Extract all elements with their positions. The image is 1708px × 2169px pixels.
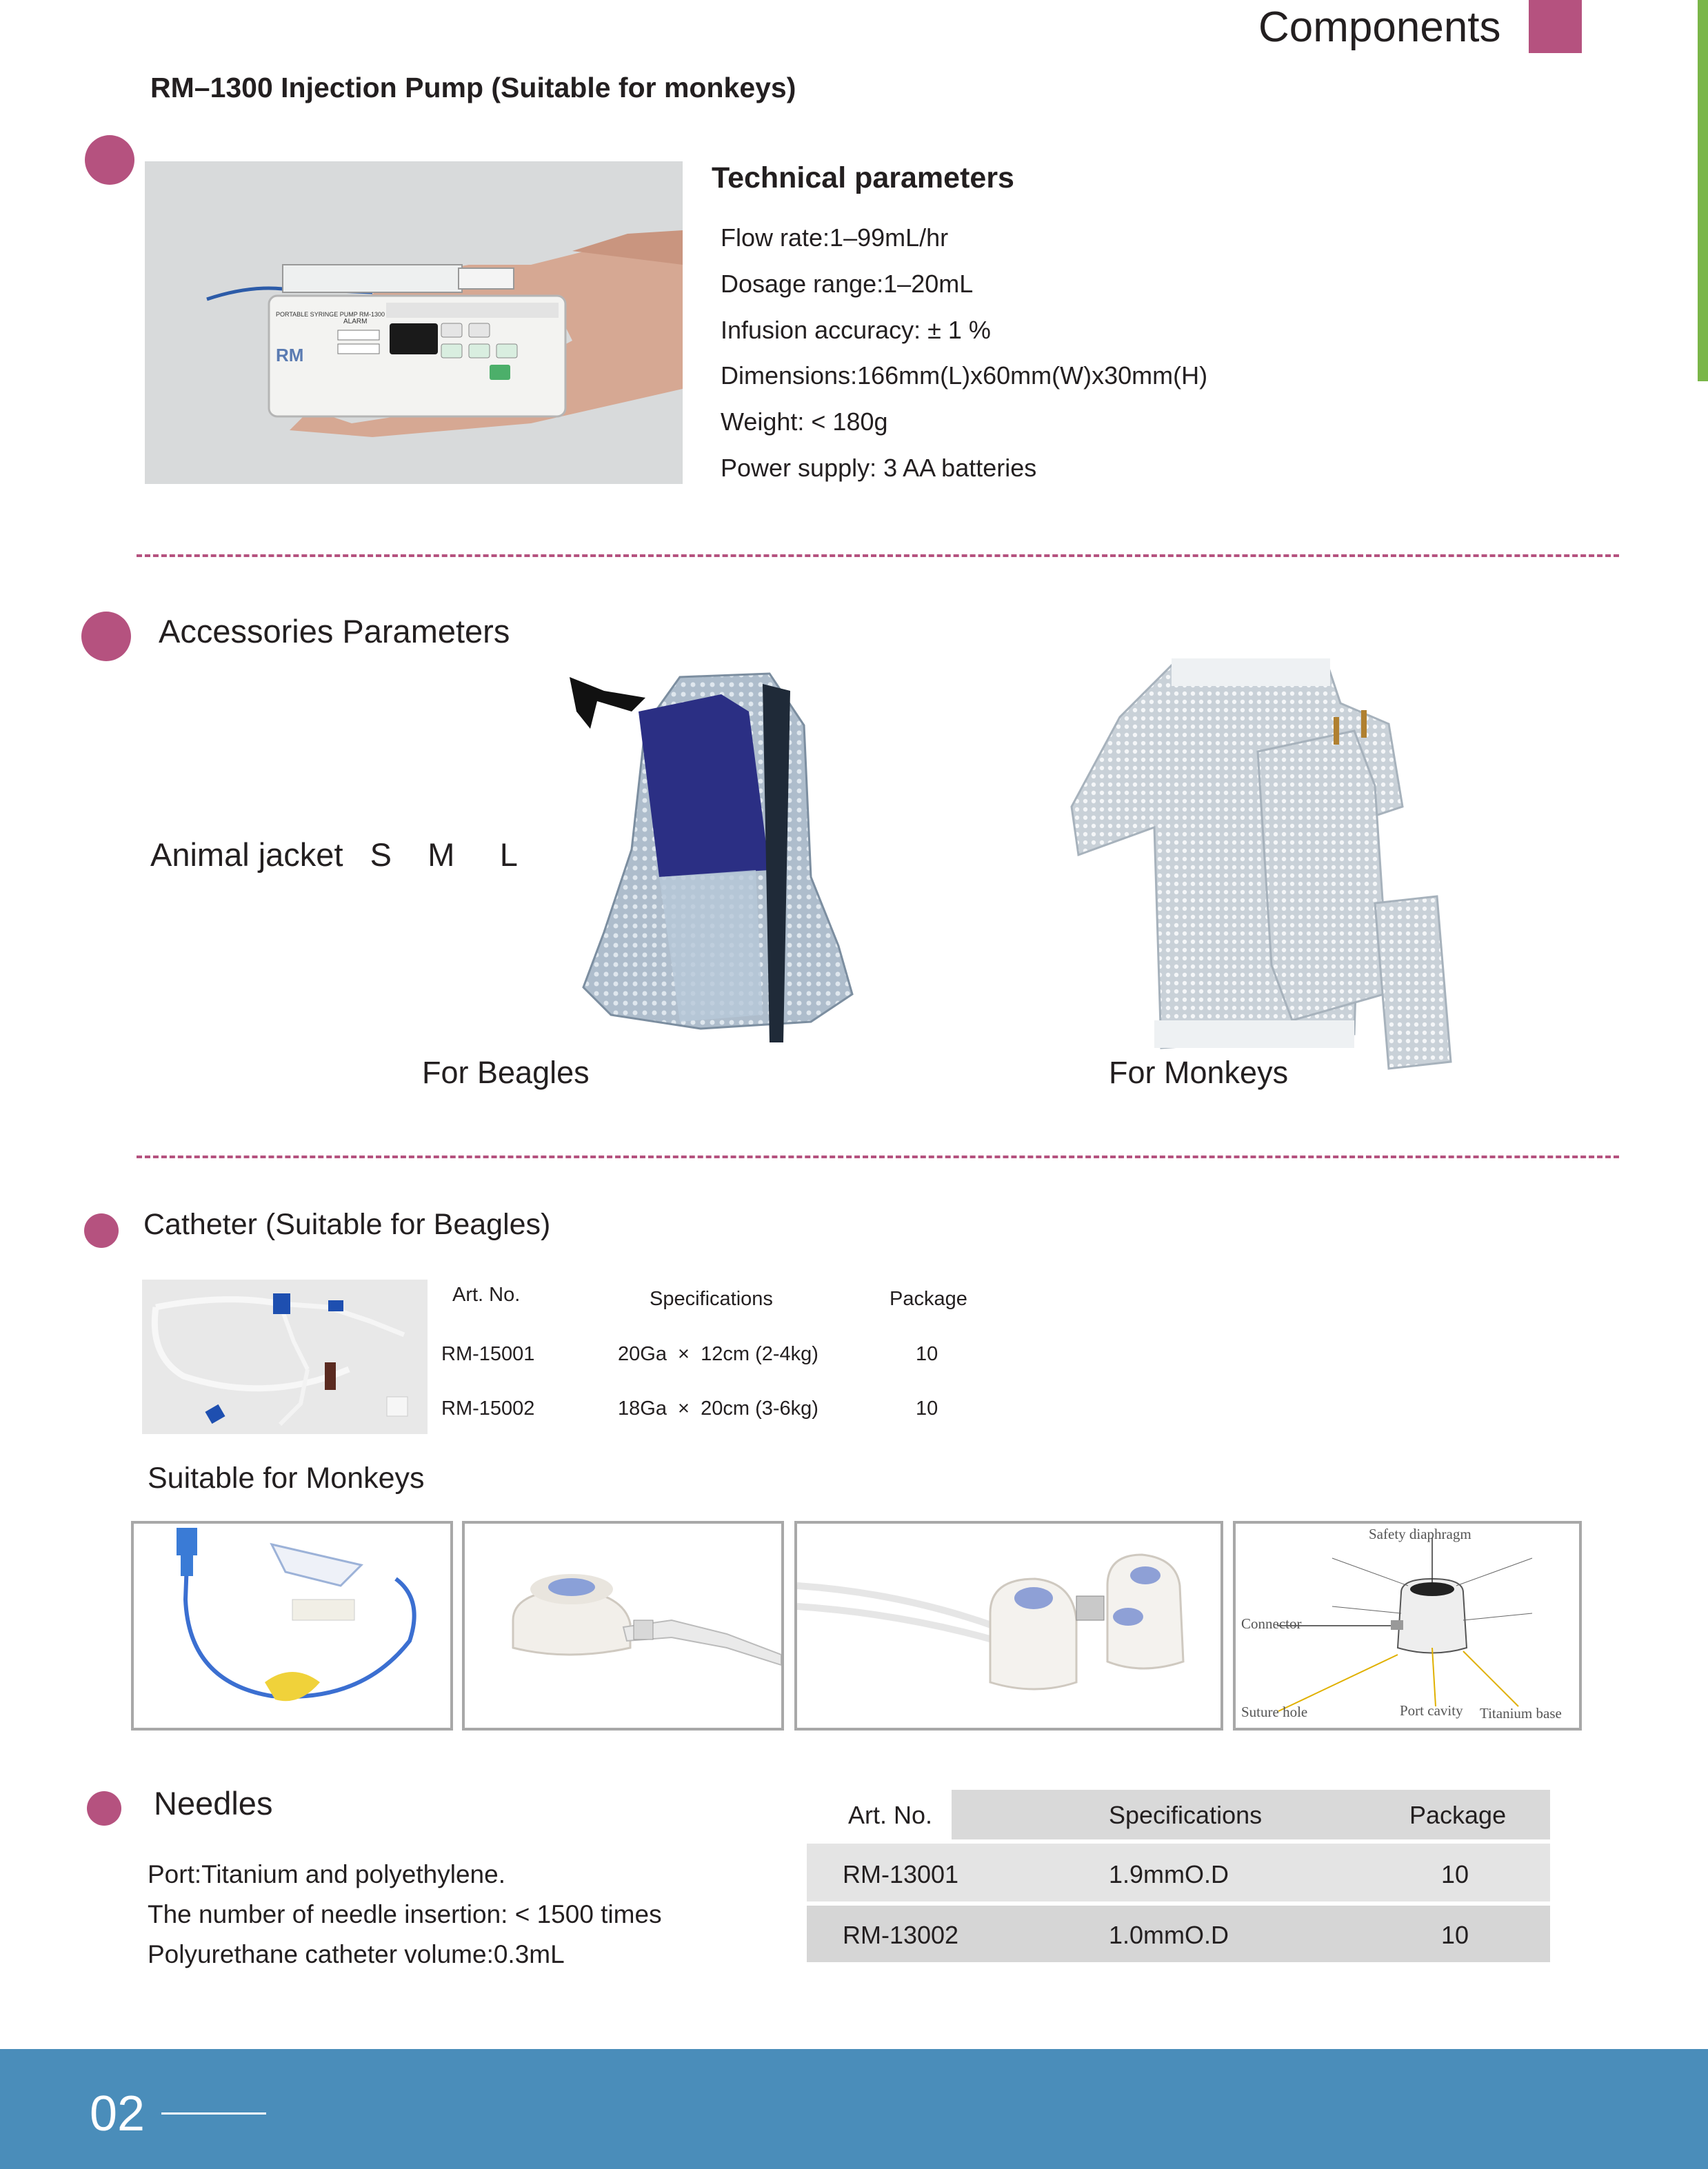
diagram-label-safety-diaphragm: Safety diaphragm: [1369, 1526, 1471, 1542]
animal-jacket-label: Animal jacket S M L: [150, 836, 518, 873]
param-weight: Weight: < 180g: [721, 407, 888, 436]
catheter-header-specifications: Specifications: [650, 1288, 773, 1310]
needles-heading: Needles: [154, 1785, 273, 1822]
catheter-row-package: 10: [916, 1398, 938, 1420]
needles-line-volume: Polyurethane catheter volume:0.3mL: [148, 1940, 565, 1968]
needles-row-spec: 1.0mmO.D: [1109, 1921, 1229, 1949]
vascular-port-photo: [462, 1521, 784, 1731]
catheter-row-art-no: RM-15001: [441, 1343, 535, 1365]
for-beagles-caption: For Beagles: [422, 1055, 590, 1090]
page-number: 02: [90, 2086, 145, 2141]
needles-row-spec: 1.9mmO.D: [1109, 1860, 1229, 1888]
accessories-heading: Accessories Parameters: [159, 613, 510, 649]
needles-row-art-no: RM-13001: [843, 1860, 959, 1888]
param-power-supply: Power supply: 3 AA batteries: [721, 454, 1037, 482]
catheter-row-package: 10: [916, 1343, 938, 1365]
catheter-photo: [142, 1280, 428, 1434]
catheter-header-art-no: Art. No.: [452, 1284, 521, 1306]
table-row: [807, 1844, 1550, 1901]
needles-row-art-no: RM-13002: [843, 1921, 959, 1949]
bullet-dot: [87, 1791, 121, 1826]
param-flow-rate: Flow rate:1–99mL/hr: [721, 223, 949, 252]
beagle-jacket-photo: [563, 670, 859, 1069]
bullet-dot: [85, 135, 134, 185]
catheter-row-art-no: RM-15002: [441, 1398, 535, 1420]
bullet-dot: [81, 612, 131, 661]
needles-line-insertion: The number of needle insertion: < 1500 times: [148, 1900, 662, 1928]
needles-header-row: [807, 1790, 1550, 1839]
device-brand-text: RM: [276, 345, 304, 365]
needles-row-package: 10: [1441, 1921, 1469, 1949]
param-dimensions: Dimensions:166mm(L)x60mm(W)x30mm(H): [721, 361, 1208, 390]
monkey-jacket-photo: [1065, 648, 1465, 1082]
needles-header-package: Package: [1409, 1801, 1507, 1829]
needles-table: [807, 1790, 1550, 1964]
catheter-heading: Catheter (Suitable for Beagles): [143, 1208, 551, 1241]
tech-params-heading: Technical parameters: [712, 161, 1014, 194]
port-diagram: [1233, 1521, 1582, 1731]
for-monkeys-caption: For Monkeys: [1109, 1055, 1289, 1090]
section-title: Components: [1258, 3, 1501, 51]
footer-bar: [0, 2049, 1708, 2169]
footer-rule: [161, 2112, 266, 2115]
param-infusion-accuracy: Infusion accuracy: ± 1 %: [721, 316, 991, 344]
needles-line-port: Port:Titanium and polyethylene.: [148, 1860, 505, 1888]
catheter-header-package: Package: [890, 1288, 967, 1310]
diagram-label-connector: Connector: [1241, 1615, 1302, 1632]
dual-port-photo: [794, 1521, 1223, 1731]
bullet-dot: [84, 1213, 119, 1248]
section-divider: [137, 1156, 1619, 1158]
monkeys-heading: Suitable for Monkeys: [148, 1462, 425, 1495]
diagram-label-port-cavity: Port cavity: [1400, 1702, 1463, 1719]
device-alarm-text: ALARM: [343, 318, 368, 325]
param-dosage-range: Dosage range:1–20mL: [721, 270, 974, 298]
section-divider: [137, 554, 1619, 557]
pump-title: RM–1300 Injection Pump (Suitable for monkeys): [150, 72, 796, 103]
needles-header-specifications: Specifications: [1109, 1801, 1263, 1829]
catheter-row-spec: 18Ga × 20cm (3-6kg): [618, 1398, 818, 1420]
device-model-text: PORTABLE SYRINGE PUMP RM-1300: [276, 311, 385, 318]
diagram-label-titanium-base: Titanium base: [1480, 1705, 1562, 1722]
catheter-row-spec: 20Ga × 12cm (2-4kg): [618, 1343, 818, 1365]
needles-row-package: 10: [1441, 1860, 1469, 1888]
monkey-catheter-photo: [131, 1521, 453, 1731]
pump-photo: [145, 161, 683, 484]
section-marker: [1529, 0, 1582, 53]
right-edge-bar: [1698, 0, 1708, 381]
table-row: [807, 1906, 1550, 1962]
diagram-label-suture-hole: Suture hole: [1241, 1704, 1308, 1720]
needles-header-art-no: Art. No.: [848, 1801, 933, 1829]
